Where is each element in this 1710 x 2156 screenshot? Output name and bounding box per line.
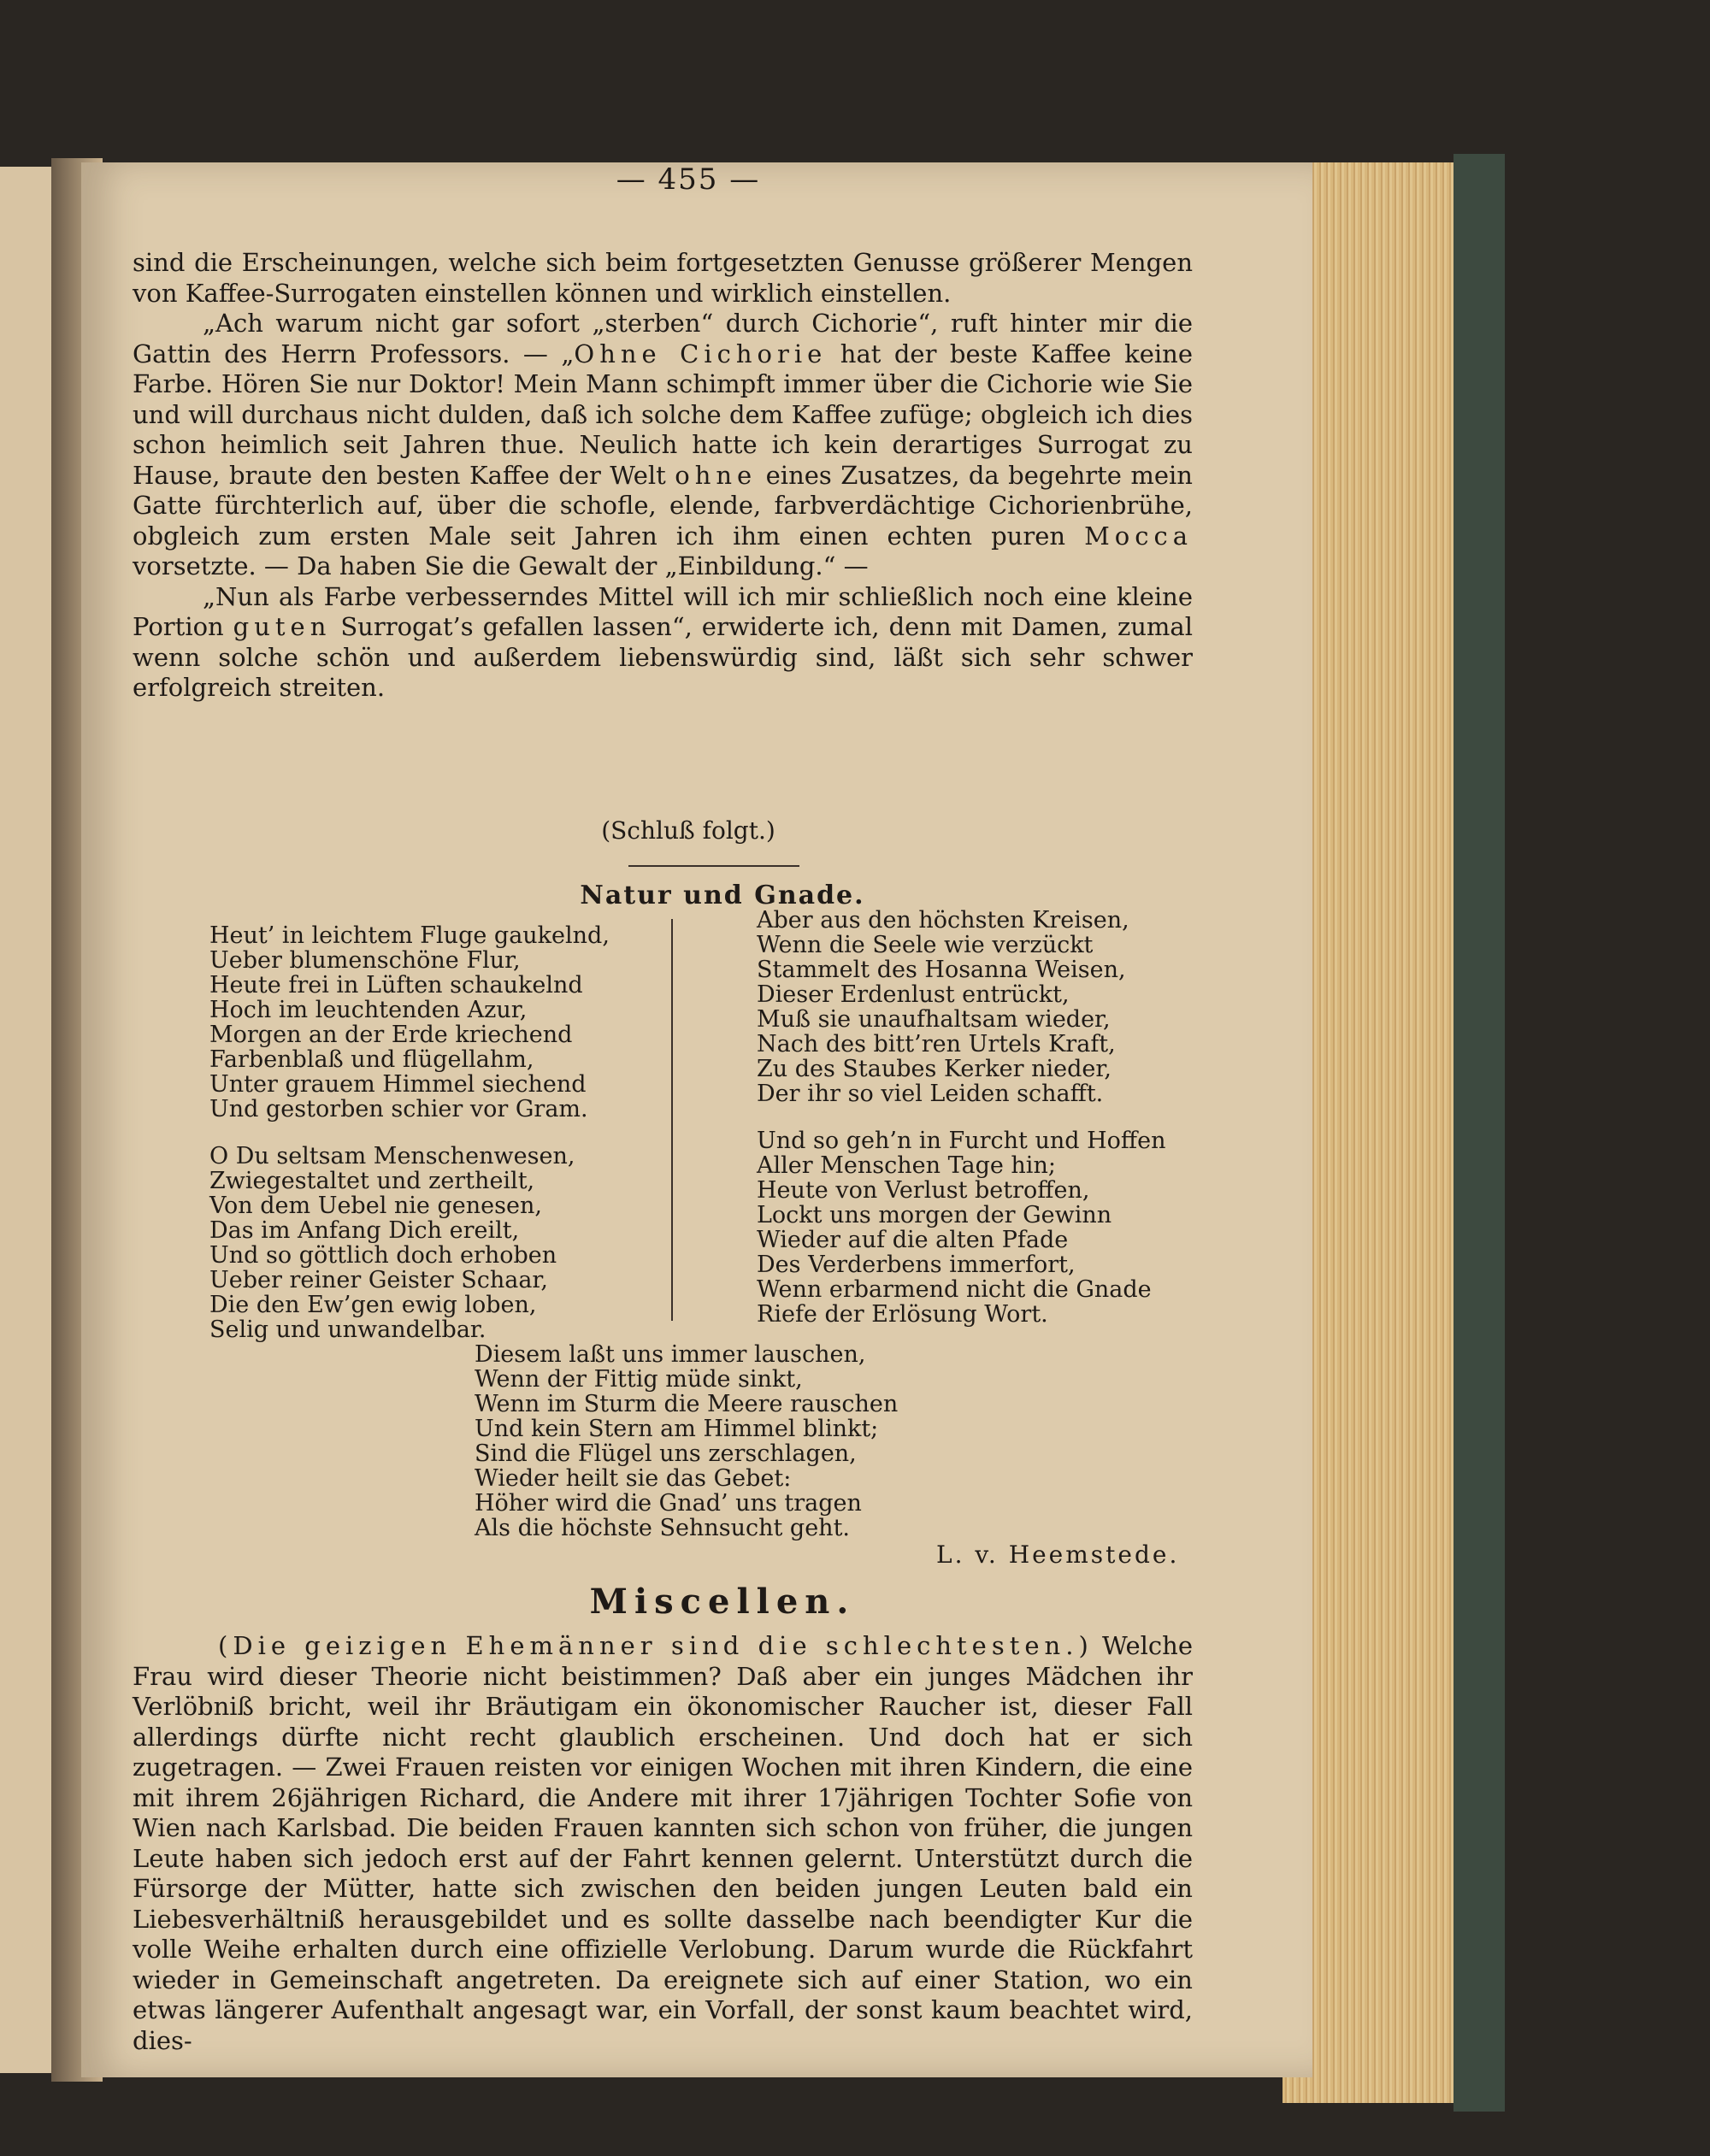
verse-line: Des Verderbens immerfort, — [757, 1252, 1076, 1278]
spaced-heading: (Die geizigen Ehemänner sind die schlechtesten.) — [218, 1631, 1094, 1660]
verse-line: Ueber reiner Geister Schaar, — [209, 1267, 548, 1293]
spaced-emphasis: Ohne Cichorie — [574, 339, 828, 368]
miscellen-paragraph: (Die geizigen Ehemänner sind die schlechtesten.) Welche Frau wird dieser Theorie nicht beistimmen? Daß aber ein junges Mädchen ihr Verlöbniß bricht, weil ihr Bräutigam ein ökonomischer Raucher ist, dieser Fall allerdings dürfte nicht recht glaublich erscheinen. Und doch hat er sich zugetragen. — Zwei Frauen reisten vor einigen Wochen mit ihren Kindern, die eine mit ihrem 26jährigen Richard, die Andere mit ihrer 17jährigen Tochter Sofie von Wien nach Karlsbad. Die beiden Frauen kannten sich schon von früher, die jungen Leute haben sich jedoch erst auf der Fahrt kennen gelernt. Unterstützt durch die Fürsorge der Mütter, hatte sich zwischen den beiden jungen Leuten bald ein Liebesverhältniß herausgebildet und es sollte dasselbe nach beendigter Kur die volle Weihe erhalten durch eine offizielle Verlobung. Darum wurde die Rückfahrt wieder in Gemeinschaft angetreten. Da ereignete sich auf einer Station, wo ein etwas längerer Aufenthalt angesagt war, ein Vorfall, der sonst kaum beachtet wird, dies- — [133, 1631, 1193, 2055]
verse-line: Nach des bitt’ren Urtels Kraft, — [757, 1031, 1116, 1057]
verse-line: Und kein Stern am Himmel blinkt; — [475, 1416, 879, 1442]
verse-line: Der ihr so viel Leiden schafft. — [757, 1081, 1104, 1107]
verse-line: Ueber blumenschöne Flur, — [209, 947, 521, 974]
paragraph-1: sind die Erscheinungen, welche sich beim fortgesetzten Genusse größerer Mengen von Kaffee-Surrogaten einstellen können und wirklich einstellen. — [133, 248, 1193, 308]
book-page — [81, 162, 1312, 2077]
poem-author: L. v. Heemstede. — [936, 1540, 1180, 1569]
poem-column-divider — [671, 919, 673, 1321]
poem-right-column — [757, 908, 1166, 1349]
spaced-emphasis: guten — [233, 612, 332, 641]
verse-line: Dieser Erdenlust entrückt, — [757, 981, 1070, 1008]
verse-line: Wieder heilt sie das Gebet: — [475, 1465, 792, 1492]
verse-line: Lockt uns morgen der Gewinn — [757, 1202, 1112, 1228]
verse-line: Wenn im Sturm die Meere rauschen — [475, 1391, 899, 1417]
poem-stanza — [209, 1144, 610, 1342]
verse-line: Diesem laßt uns immer lauschen, — [475, 1341, 866, 1368]
verse-line: Die den Ew’gen ewig loben, — [209, 1292, 537, 1318]
verse-line: Heute von Verlust betroffen, — [757, 1177, 1090, 1204]
verse-line: Wieder auf die alten Pfade — [757, 1227, 1069, 1253]
verse-line: Aber aus den höchsten Kreisen, — [757, 907, 1129, 934]
verse-line: Und so geh’n in Furcht und Hoffen — [757, 1128, 1166, 1154]
poem-title: Natur und Gnade. — [580, 881, 865, 910]
verse-line: Farbenblaß und flügellahm, — [209, 1046, 534, 1073]
verse-line: Wenn die Seele wie verzückt — [757, 932, 1094, 958]
section-rule — [628, 865, 799, 867]
section-title: Miscellen. — [589, 1582, 856, 1622]
verse-line: Unter grauem Himmel siechend — [209, 1071, 587, 1098]
poem-left-column — [209, 923, 610, 1364]
verse-line: Stammelt des Hosanna Weisen, — [757, 957, 1126, 983]
verse-line: Aller Menschen Tage hin; — [757, 1152, 1056, 1179]
continued-note: (Schluß folgt.) — [601, 816, 775, 845]
verse-line: Selig und unwandelbar. — [209, 1317, 486, 1343]
verse-line: Als die höchste Sehnsucht geht. — [475, 1515, 851, 1541]
spaced-emphasis: ohne — [675, 460, 758, 490]
verse-line: Wenn erbarmend nicht die Gnade — [757, 1276, 1152, 1303]
verse-line: O Du seltsam Menschenwesen, — [209, 1143, 575, 1169]
verse-line: Das im Anfang Dich ereilt, — [209, 1217, 520, 1244]
verse-line: Wenn der Fittig müde sinkt, — [475, 1366, 803, 1393]
verse-line: Höher wird die Gnad’ uns tragen — [475, 1490, 862, 1517]
verse-line: Von dem Uebel nie genesen, — [209, 1193, 542, 1219]
book-cover-edge — [1454, 154, 1505, 2112]
verse-line: Sind die Flügel uns zerschlagen, — [475, 1440, 857, 1467]
verse-line: Hoch im leuchtenden Azur, — [209, 997, 528, 1023]
paragraph-2: „Ach warum nicht gar sofort „sterben“ durch Cichorie“, ruft hinter mir die Gattin des Herrn Professors. — „Ohne Cichorie hat der beste Kaffee keine Farbe. Hören Sie nur Doktor! Mein Mann schimpft immer über die Cichorie wie Sie und will durchaus nicht dulden, daß ich solche dem Kaffee zufüge; obgleich ich dies schon heimlich seit Jahren thue. Neulich hatte ich kein derartiges Surrogat zu Hause, braute den besten Kaffee der Welt ohne eines Zusatzes, da begehrte mein Gatte fürchterlich auf, über die schofle, elende, farbverdächtige Cichorienbrühe, obgleich zum ersten Male seit Jahren ich ihm einen echten puren Mocca vorsetzte. — Da haben Sie die Gewalt der „Einbildung.“ — — [133, 309, 1193, 580]
verse-line: Heute frei in Lüften schaukelnd — [209, 972, 583, 998]
poem-stanza — [757, 1128, 1166, 1327]
verse-line: Heut’ in leichtem Fluge gaukelnd, — [209, 922, 610, 949]
verse-line: Zu des Staubes Kerker nieder, — [757, 1056, 1112, 1082]
poem-closing-stanza — [475, 1342, 898, 1540]
paragraph-3: „Nun als Farbe verbesserndes Mittel will ich mir schließlich noch eine kleine Portion guten Surrogat’s gefallen lassen“, erwiderte ich, denn mit Damen, zumal wenn solche schön und außerdem liebenswürdig sind, läßt sich sehr schwer erfolgreich streiten. — [133, 581, 1193, 702]
verse-line: Riefe der Erlösung Wort. — [757, 1301, 1048, 1328]
verse-line: Muß sie unaufhaltsam wieder, — [757, 1006, 1111, 1033]
poem-stanza — [757, 908, 1166, 1106]
verse-line: Morgen an der Erde kriechend — [209, 1022, 573, 1048]
miscellen-text — [133, 1631, 1193, 2056]
spaced-emphasis: Mocca — [1084, 521, 1193, 551]
article-continuation — [133, 248, 1193, 704]
poem-stanza — [209, 923, 610, 1122]
verse-line: Zwiegestaltet und zertheilt, — [209, 1168, 535, 1194]
verse-line: Und so göttlich doch erhoben — [209, 1242, 557, 1269]
page-number: — 455 — — [616, 162, 761, 197]
verse-line: Und gestorben schier vor Gram. — [209, 1096, 588, 1122]
